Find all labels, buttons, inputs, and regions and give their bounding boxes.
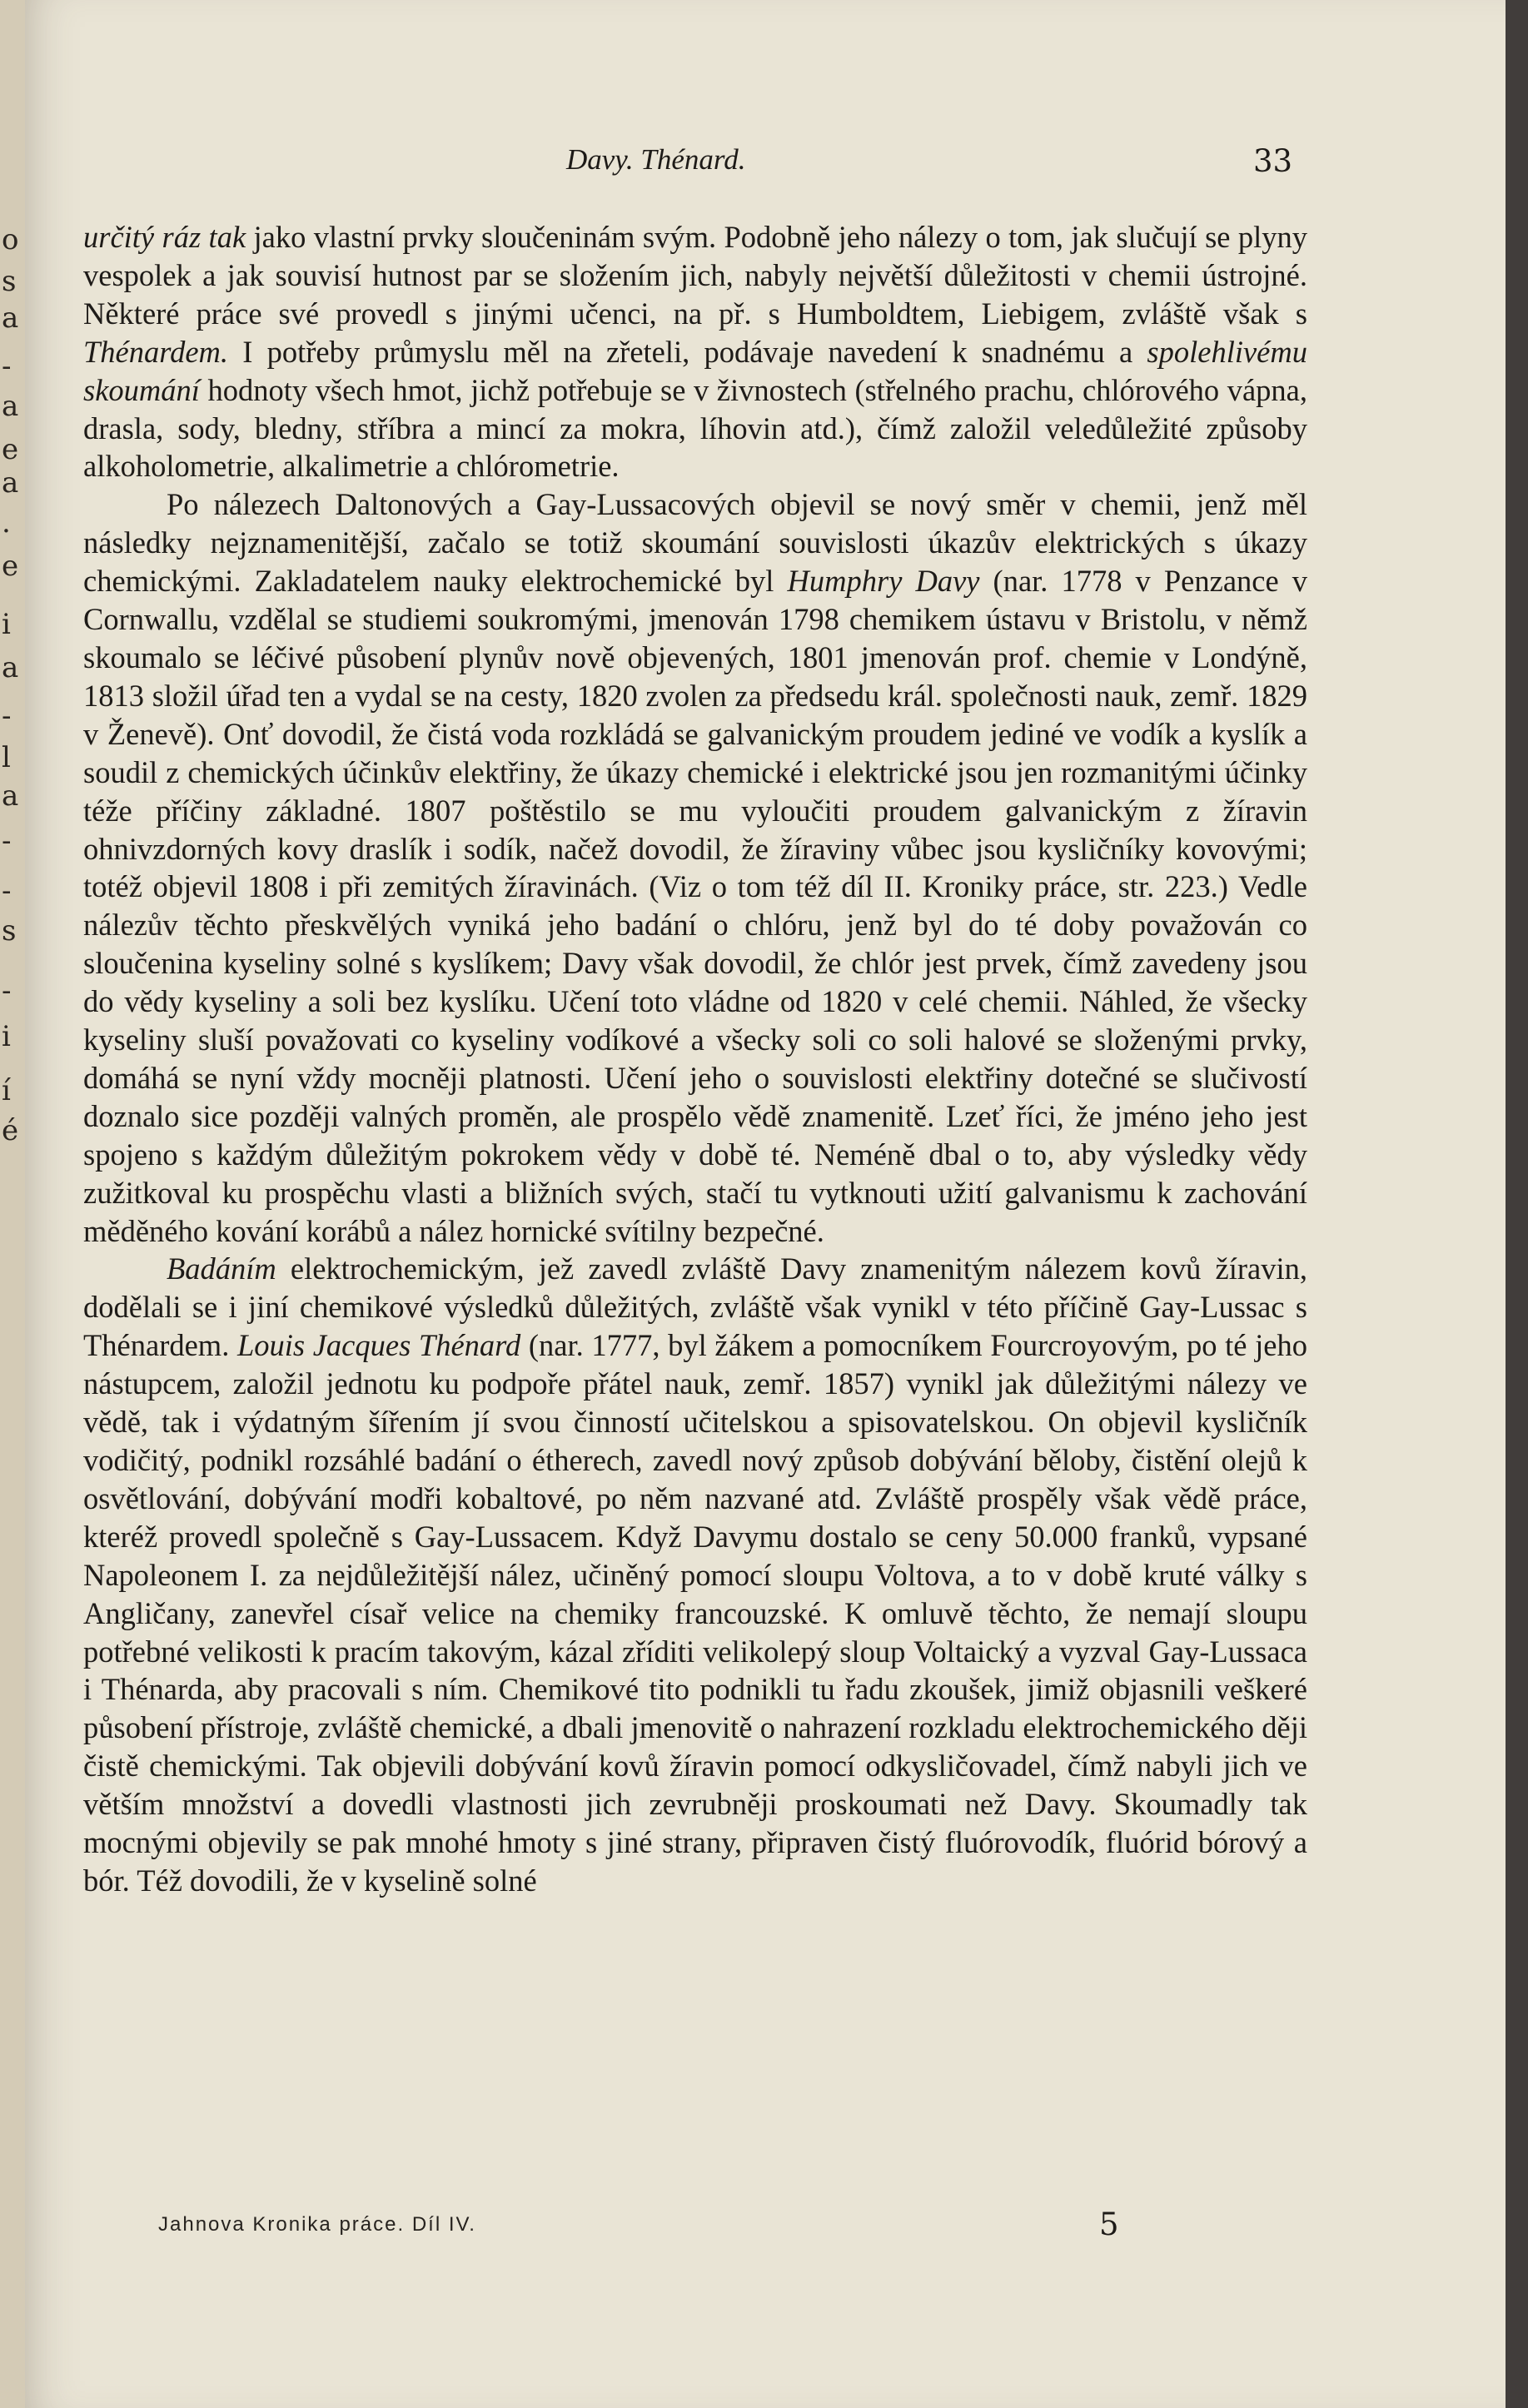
edge-letter: - bbox=[2, 974, 12, 1007]
edge-letter: e bbox=[2, 550, 19, 583]
edge-letter: l bbox=[2, 741, 11, 774]
edge-letter: i bbox=[2, 1020, 11, 1053]
book-page bbox=[25, 0, 1506, 2408]
previous-page-edge bbox=[0, 0, 25, 2408]
sheet-number: 5 bbox=[1099, 2207, 1119, 2242]
edge-letter: a bbox=[2, 390, 19, 423]
italic-text: spolehlivému skoumání bbox=[83, 334, 1307, 407]
italic-text: Humphry Davy bbox=[787, 564, 980, 599]
page-number: 33 bbox=[1253, 143, 1293, 179]
running-title: Davy. Thénard. bbox=[566, 143, 746, 176]
body-text bbox=[83, 218, 1307, 1900]
edge-letter: - bbox=[2, 350, 12, 383]
text-run: jako vlastní prvky sloučeninám svým. Podobně jeho nálezy o tom, jak slučují se plyny vespolek a jak souvisí hutnost par se složením jich, nabyly největší důležitosti v chemii ústrojné. Některé práce své provedl s jinými učenci, na př. s Humboldtem, Liebigem, zvláště však s bbox=[83, 220, 1307, 331]
edge-letter: a bbox=[2, 301, 19, 335]
edge-letter: o bbox=[2, 223, 19, 256]
paragraph bbox=[83, 1250, 1307, 1899]
edge-letter: i bbox=[2, 608, 11, 641]
page-header bbox=[25, 143, 1324, 193]
paragraph bbox=[83, 485, 1307, 1250]
printer-signature: Jahnova Kronika práce. Díl IV. bbox=[158, 2213, 476, 2236]
edge-letter: s bbox=[2, 914, 17, 948]
edge-letter: - bbox=[2, 824, 12, 858]
italic-text: Louis Jacques Thénard bbox=[236, 1328, 521, 1363]
edge-letter: í bbox=[2, 1074, 11, 1107]
text-run: Po nálezech Daltonových a Gay-Lussacových objevil se nový směr v chemii, jenž měl následky nejznamenitější, začalo se totiž skoumání souvislosti úkazův elektrických s úkazy chemickými. Zakladatelem nauky elektrochemické byl bbox=[83, 487, 1307, 599]
paragraph bbox=[83, 218, 1307, 485]
edge-letter: e bbox=[2, 433, 19, 466]
text-run: (nar. 1778 v Penzance v Cornwallu, vzdělal se studiemi soukromými, jmenován 1798 chemikem ústavu v Bristolu, v němž skoumalo se léčivé působení plynův nově objevených, 1801 jmenován prof. chemie v Londýně, 1813 složil úřad ten a vydal se na cesty, 1820 zvolen za předsedu král. společnosti nauk, zemř. 1829 v Ženevě). Onť dovodil, že čistá voda rozkládá se galvanickým proudem jediné ve vodík a kyslík a soudil z chemických účinkův elektřiny, že úkazy chemické i elektrické jsou jen rozmanitými účinky téže příčiny základné. 1807 poštěstilo se mu vyloučiti proudem galvanickým z žíravin ohnivzdorných kovy draslík i sodík, načež dovodil, že žíraviny vůbec jsou kysličníky kovovými; totéž objevil 1808 i při zemitých žíravinách. (Viz o tom též díl II. Kroniky práce, str. 223.) Vedle nálezův těchto přeskvělých vyniká jeho badání o chlóru, jenž byl do té doby považován co sloučenina kyseliny solné s kyslíkem; Davy však dovodil, že chlór jest prvek, čímž zavedeny jsou do vědy kyseliny a soli bez kyslíku. Učení toto vládne od 1820 v celé chemii. Náhled, že všecky kyseliny sluší považovati co kyseliny vodíkové a všecky soli co soli halové se složenými prvky, domáhá se nyní vždy mocněji platnosti. Učení jeho o souvislosti elektřiny dotečné se slučivostí doznalo sice později valných proměn, ale prospělo vědě znamenitě. Lzeť říci, že jméno jeho jest spojeno s každým důležitým pokrokem vědy v době té. Neméně dbal o to, aby výsledky vědy zužitkoval ku prospěchu vlasti a bližních svých, stačí tu vytknouti užití galvanismu k zachování měděného kování korábů a nález hornické svítilny bezpečné. bbox=[83, 564, 1307, 1248]
edge-letter: - bbox=[2, 874, 12, 908]
italic-text: Thénardem. bbox=[83, 334, 229, 369]
edge-letter: s bbox=[2, 265, 17, 298]
edge-letter: a bbox=[2, 466, 19, 500]
text-run: hodnoty všech hmot, jichž potřebuje se v živnostech (střelného prachu, chlórového vápna, drasla, sody, bledny, stříbra a mincí za mokra, líhovin atd.), čímž založil veledůležité způsoby alkoholometrie, alkalimetrie a chlórometrie. bbox=[83, 372, 1307, 484]
italic-text: Badáním bbox=[167, 1251, 276, 1286]
text-run: (nar. 1777, byl žákem a pomocníkem Fourcroyovým, po té jeho nástupcem, založil jednotu ku podpoře přátel nauk, zemř. 1857) vynikl jak důležitými nálezy ve vědě, tak i výdatným šířením jí svou činností učitelskou a spisovatelskou. On objevil kysličník vodičitý, podnikl rozsáhlé badání o étherech, zavedl nový způsob dobývání běloby, čistění olejů k osvětlování, dobývání modři kobaltové, po něm nazvané atd. Zvláště prospěly však vědě práce, kteréž provedl společně s Gay-Lussacem. Když Davymu dostalo se ceny 50.000 franků, vypsané Napoleonem I. za nejdůležitější nález, učiněný pomocí sloupu Voltova, a to v době kruté války s Angličany, zanevřel císař velice na chemiky francouzské. K omluvě těchto, že nemají sloupu potřebné velikosti k pracím takovým, kázal zříditi velikolepý sloup Voltaický a vyzval Gay-Lussaca i Thénarda, aby pracovali s ním. Chemikové tito podnikli tu řadu zkoušek, jimiž objasnili veškeré působení přístroje, zvláště chemické, a dbali jmenovitě o nahrazení rozkladu elektrochemického ději čistě chemickými. Tak objevili dobývání kovů žíravin pomocí odkysličovadel, čímž nabyli jich ve větším množství a dovedli vlastnosti jich zevrubněji proskoumati než Davy. Skoumadly tak mocnými objevily se pak mnohé hmoty s jiné strany, připraven čistý fluórovodík, fluórid bórový a bór. Též dovodili, že v kyselině solné bbox=[83, 1328, 1307, 1898]
edge-letter: . bbox=[2, 506, 11, 540]
edge-letter: a bbox=[2, 651, 19, 684]
edge-letter: a bbox=[2, 779, 19, 813]
text-run: elektrochemickým, jež zavedl zvláště Davy znamenitým nálezem kovů žíravin, dodělali se i jiní chemikové výsledků důležitých, zvláště však vynikl v této příčině Gay-Lussac s Thénardem. bbox=[83, 1251, 1307, 1363]
edge-letter: - bbox=[2, 699, 12, 733]
page-footer bbox=[25, 2207, 1324, 2248]
italic-text: určitý ráz tak bbox=[83, 220, 246, 254]
edge-letter: é bbox=[2, 1114, 19, 1147]
text-run: I potřeby průmyslu měl na zřeteli, podávaje navedení k snadnému a bbox=[228, 334, 1147, 369]
